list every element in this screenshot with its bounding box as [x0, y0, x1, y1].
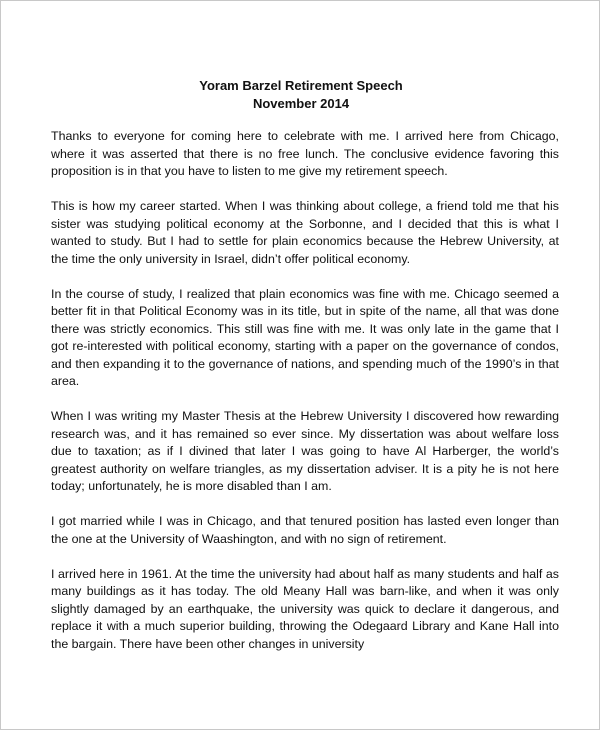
document-title: Yoram Barzel Retirement Speech [199, 78, 403, 93]
document-header [1, 77, 600, 113]
paragraph: I got married while I was in Chicago, and that tenured position has lasted even longer than the one at the University of Waashington, and with no sign of retirement. [51, 514, 559, 546]
document-date: November 2014 [252, 96, 350, 111]
paragraph: Thanks to everyone for coming here to celebrate with me. I arrived here from Chicago, where it was asserted that there is no free lunch. The conclusive evidence favoring this proposition is in that you have to listen to me give my retirement speech. [51, 129, 559, 178]
paragraph: This is how my career started. When I was thinking about college, a friend told me that his sister was studying political economy at the Sorbonne, and I decided that this is what I wanted to study. But I had to settle for plain economics because the Hebrew University, at the time the only university in Israel, didn’t offer political economy. [51, 199, 559, 266]
paragraph: When I was writing my Master Thesis at the Hebrew University I discovered how rewarding research was, and it has remained so ever since. My dissertation was about welfare loss due to taxation; as if I divined that later I was going to have Al Harberger, the world’s greatest authority on welfare triangles, as my dissertation adviser. It is a pity he is not here today; unfortunately, he is more disabled than I am. [51, 409, 559, 493]
document-body [51, 128, 559, 671]
paragraph: In the course of study, I realized that plain economics was fine with me. Chicago seemed a better fit in that Political Economy was in its title, but in spite of the name, all that was done there was strictly economics. This still was fine with me. It was only late in the game that I got re-interested with political economy, starting with a paper on the governance of condos, and then expanding it to the governance of nations, and spending much of the 1990’s in that area. [51, 286, 559, 388]
paragraph: I arrived here in 1961. At the time the university had about half as many students and half as many buildings as it has today. The old Meany Hall was barn-like, and when it was only slightly damaged by an earthquake, the university was quick to declare it dangerous, and replace it with a much superior building, throwing the Odegaard Library and Kane Hall into the bargain. There have been other changes in university [51, 566, 559, 651]
